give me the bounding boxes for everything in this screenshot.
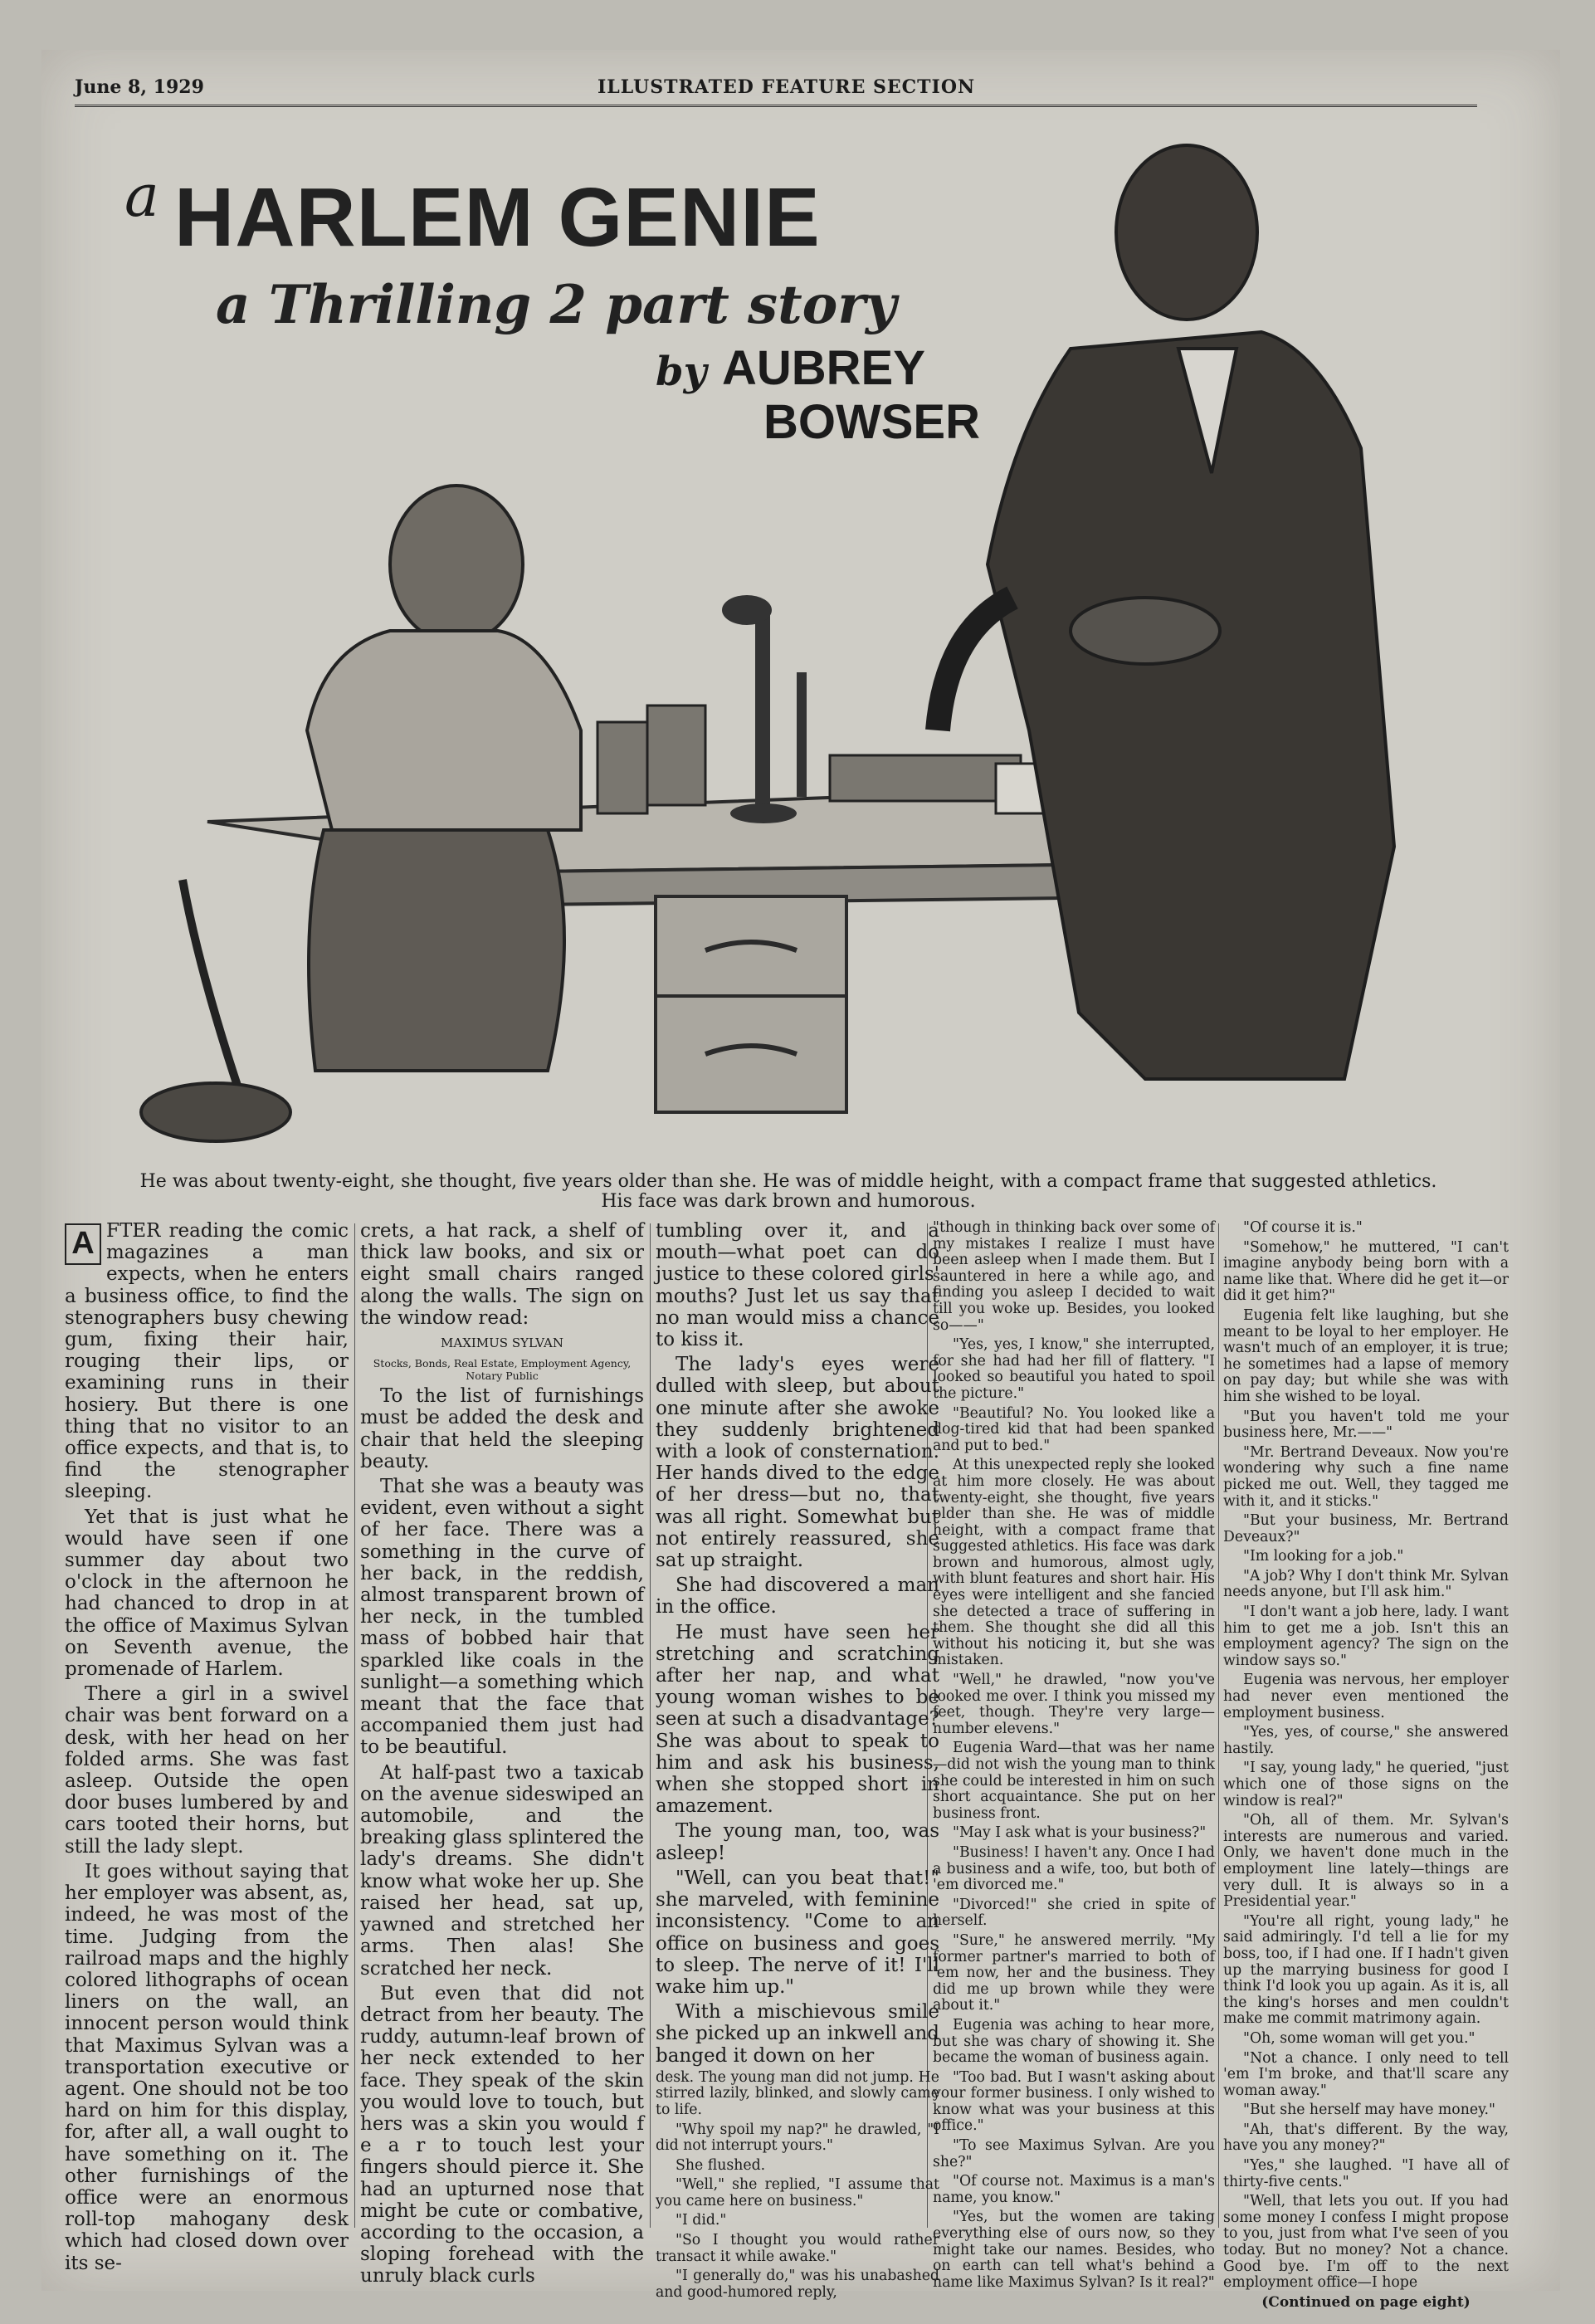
caption-line-1: He was about twenty-eight, she thought, five years older than she. He was of middle height, with a compact frame that suggested athletics. bbox=[139, 1171, 1437, 1192]
column-1 bbox=[65, 1220, 349, 2274]
paragraph: "But she herself may have money." bbox=[1243, 2102, 1495, 2119]
illustration-caption bbox=[75, 1172, 1502, 1212]
paragraph: "Yes, but the women are taking everything else of ours now, so they might take our names. Besides, who on earth can tell what's behind a name like Maximus Sylvan? Is it real?" bbox=[933, 2209, 1215, 2291]
paragraph: She had discovered a man in the office. bbox=[656, 1575, 939, 1618]
paragraph: "Sure," he answered merrily. "My former partner's married to both of 'em now, her and the business. They did me up brown while they were about it." bbox=[933, 1931, 1215, 2014]
paragraph: To the list of furnishings must be added the desk and chair that held the sleeping beauty. bbox=[360, 1385, 644, 1472]
paragraph: "Well, that lets you out. If you had some money I confess I might propose to you, just from what I've seen of you today. But no money? Not a chance. Good bye. I'm off to the next employment office—I hope bbox=[1223, 2193, 1509, 2292]
article-body bbox=[65, 1219, 1509, 2311]
standing-man-drawing bbox=[938, 145, 1394, 1079]
paragraph: "Not a chance. I only need to tell 'em I'm broke, and that'll scare any woman away." bbox=[1223, 2049, 1509, 2099]
paragraph: "May I ask what is your business?" bbox=[953, 1824, 1207, 1842]
story-subtitle: a Thrilling 2 part story bbox=[216, 274, 897, 336]
paragraph: "Divorced!" she cried in spite of herself. bbox=[933, 1896, 1215, 1930]
paragraph: "Well," she replied, "I assume that you came here on business." bbox=[656, 2176, 939, 2209]
paragraph: "You're all right, young lady," he said admiringly. I'd tell a lie for my boss, too, if I had one. If I hadn't given up the marrying business for good I think I'd look you up again. As it is, all the king's horses and men couldn't make me commit matrimony again. bbox=[1223, 1912, 1509, 2028]
paragraph: "Somehow," he muttered, "I can't imagine anybody being born with a name like that. Where did he get it—or did it get him?" bbox=[1223, 1238, 1509, 1305]
title-article-word: a bbox=[124, 162, 159, 230]
paragraph: With a mischievous smile she picked up an inkwell and banged it down on her bbox=[656, 2001, 939, 2067]
paragraph: "Of course it is." bbox=[1243, 1219, 1363, 1236]
column-rule bbox=[650, 1223, 651, 2228]
author-first-name: AUBREY bbox=[722, 341, 925, 395]
paragraph: He must have seen her stretching and scratching after her nap, and what young woman wishes to be seen at such a disadvantage? She was about to speak to him and ask his business, when she stopped short in amazement. bbox=[656, 1621, 939, 1818]
story-title: HARLEM GENIE bbox=[174, 171, 821, 264]
paragraph: "though in thinking back over some of my mistakes I realize I must have been asleep when I made them. But I sauntered in here a while ago, and finding you asleep I decided to wait till you woke up. Besides, you looked so——" bbox=[933, 1219, 1215, 1334]
author-last-name: BOWSER bbox=[763, 395, 980, 449]
paragraph: But even that did not detract from her beauty. The ruddy, autumn-leaf brown of her neck extended to her face. They speak of the skin you would love to touch, but hers was a skin you would f e a r to touch lest your fingers should pierce it. She had an upturned nose that might be cute or combative, according to the occasion, a sloping forehead with the unruly black curls bbox=[360, 1982, 644, 2287]
paragraph: "A job? Why I don't think Mr. Sylvan needs anyone, but I'll ask him." bbox=[1223, 1567, 1509, 1601]
paragraph: "Business! I haven't any. Once I had a business and a wife, too, but both of 'em divorced me." bbox=[933, 1843, 1215, 1894]
paragraph: Eugenia Ward—that was her name—did not wish the young man to think she could be interested in him on such short acquaintance. She put on her business front. bbox=[933, 1740, 1215, 1822]
paragraph: "Yes, yes, I know," she interrupted, for she had had her fill of flattery. "I looked so beautiful you hated to spoil the picture." bbox=[933, 1336, 1215, 1402]
paragraph: Eugenia felt like laughing, but she meant to be loyal to her employer. He wasn't much of an employer, it is true; he sometimes had a lapse of memory on pay day; but while she was with him she wished to be loyal. bbox=[1223, 1306, 1509, 1405]
paragraph: "I generally do," was his unabashed and good-humored reply, bbox=[656, 2268, 939, 2301]
paragraph: crets, a hat rack, a shelf of thick law books, and six or eight small chairs ranged along the walls. The sign on the window read: bbox=[360, 1220, 644, 1329]
section-title: ILLUSTRATED FEATURE SECTION bbox=[598, 76, 976, 98]
paragraph: There a girl in a swivel chair was bent forward on a desk, with her head on her folded arms. She was fast asleep. Outside the open door buses lumbered by and cars tooted their horns, but still the lady slept. bbox=[65, 1683, 349, 1858]
paragraph: "I say, young lady," he queried, "just which one of those signs on the window is real?" bbox=[1223, 1760, 1509, 1809]
paragraph: "Oh, some woman will get you." bbox=[1243, 2029, 1475, 2047]
caption-line-2: His face was dark brown and humorous. bbox=[601, 1191, 976, 1212]
byline-by: by bbox=[656, 349, 707, 395]
paragraph: "I did." bbox=[676, 2212, 727, 2229]
paragraph: "Mr. Bertrand Deveaux. Now you're wondering why such a fine name picked me out. Well, they tagged me with it, and it sticks." bbox=[1223, 1443, 1509, 1510]
paragraph: "So I thought you would rather transact it while awake." bbox=[656, 2232, 939, 2265]
paragraph: At this unexpected reply she looked at him more closely. He was about twenty-eight, she thought, five years older than she. He was of middle height, with a compact frame that suggested athletics. His face was dark brown and humorous, almost ugly, with blunt features and short hair. His eyes were intelligent and she fancied she detected a trace of suffering in them. She thought she did all this without his noticing it, but she was mistaken. bbox=[933, 1457, 1215, 1669]
paragraph: She flushed. bbox=[676, 2156, 766, 2174]
paragraph: "Too bad. But I wasn't asking about your former business. I only wished to know what was your business at this office." bbox=[933, 2068, 1215, 2135]
paragraph: "To see Maximus Sylvan. Are you she?" bbox=[933, 2137, 1215, 2170]
column-2 bbox=[360, 1220, 644, 2287]
paragraph: At half-past two a taxicab on the avenue sideswiped an automobile, and the breaking glass splintered the lady's dreams. She didn't know what woke her up. She raised her head, sat up, yawned and stretched her arms. Then alas! She scratched her neck. bbox=[360, 1761, 644, 1980]
paragraph: Eugenia was nervous, her employer had never even mentioned the employment business. bbox=[1223, 1672, 1509, 1721]
paragraph: "Im looking for a job." bbox=[1243, 1548, 1404, 1565]
paragraph: That she was a beauty was evident, even without a sight of her face. There was a something in the curve of her back, in the reddish, almost transparent brown of her neck, in the tumbled mass of bobbed hair that sparkled like coals in the sunlight—a something which meant that the face that accompanied them just had to be beautiful. bbox=[360, 1476, 644, 1759]
paragraph: "Oh, all of them. Mr. Sylvan's interests are numerous and varied. Only, we haven't done much in the employment line lately—things are very dull. It is always so in a Presidential year." bbox=[1223, 1812, 1509, 1911]
paragraph: "Of course not. Maximus is a man's name, you know." bbox=[933, 2173, 1215, 2206]
column-3 bbox=[656, 1220, 939, 2301]
paragraph: "I don't want a job here, lady. I want him to get me a job. Isn't this an employment agency? The sign on the window says so." bbox=[1223, 1604, 1509, 1669]
paragraph: "Well," he drawled, "now you've looked me over. I think you missed my feet, though. They're very large—number elevens." bbox=[933, 1672, 1215, 1737]
paragraph: "Yes," she laughed. "I have all of thirty-five cents." bbox=[1223, 2157, 1509, 2190]
column-rule bbox=[354, 1223, 355, 2228]
paragraph: "Yes, yes, of course," she answered hastily. bbox=[1223, 1724, 1509, 1757]
seated-woman-drawing bbox=[141, 486, 581, 1141]
paragraph: "Why spoil my nap?" he drawled, "I did not interrupt yours." bbox=[656, 2121, 939, 2155]
column-5 bbox=[1223, 1219, 1509, 2311]
window-sign: MAXIMUS SYLVAN bbox=[441, 1335, 563, 1351]
continued-notice: (Continued on page eight) bbox=[1261, 2293, 1471, 2311]
telephone-drawing bbox=[722, 595, 807, 823]
column-4 bbox=[933, 1219, 1215, 2291]
paragraph: "But your business, Mr. Bertrand Deveaux?" bbox=[1223, 1512, 1509, 1545]
paragraph: "Beautiful? No. You looked like a dog-tired kid that had been spanked and put to bed." bbox=[933, 1404, 1215, 1454]
paragraph: "But you haven't told me your business here, Mr.——" bbox=[1223, 1408, 1509, 1442]
paragraph: "Ah, that's different. By the way, have you any money?" bbox=[1223, 2121, 1509, 2155]
paragraph: The lady's eyes were dulled with sleep, but about one minute after she awoke they suddenly brightened with a look of consternation. Her hands dived to the edge of her dress—but no, that was all right. Somewhat but not entirely reassured, she sat up straight. bbox=[656, 1354, 939, 1572]
drop-cap: A bbox=[65, 1223, 101, 1265]
desk-items bbox=[598, 706, 1095, 813]
column-rule bbox=[1218, 1223, 1219, 2228]
paragraph: Eugenia was aching to hear more, but she was chary of showing it. She became the woman of business again. bbox=[933, 2016, 1215, 2067]
issue-date: June 8, 1929 bbox=[75, 76, 204, 98]
paragraph: "Well, can you beat that!" she marveled, with feminine inconsistency. "Come to an office on business and goes to sleep. The nerve of it! I'll wake him up." bbox=[656, 1867, 939, 1998]
paragraph: tumbling over it, and a mouth—what poet can do justice to these colored girls' mouths? Just let us say that no man would miss a chance to kiss it. bbox=[656, 1220, 939, 1351]
paragraph: The young man, too, was asleep! bbox=[656, 1820, 939, 1864]
paragraph: Yet that is just what he would have seen if one summer day about two o'clock in the afternoon he had chanced to drop in at the office of Maximus Sylvan on Seventh avenue, the promenade of Harlem. bbox=[65, 1506, 349, 1681]
paragraph: FTER reading the comic magazines a man expects, when he enters a business office, to find the stenographers busy chewing gum, fixing their hair, rouging their lips, or examining runs in their hosiery. But there is one thing that no visitor to an office expects, and that is, to find the stenographer sleeping. bbox=[65, 1220, 349, 1503]
window-sign-services: Stocks, Bonds, Real Estate, Employment Agency, Notary Public bbox=[373, 1357, 632, 1383]
paragraph: It goes without saying that her employer was absent, as, indeed, he was most of the time. Judging from the railroad maps and the highly colored lithographs of ocean liners on the wall, an innocent person would think that Maximus Sylvan was a transportation executive or agent. One should not be too hard on him for this display, for, after all, a wall ought to have something on it. The other furnishings of the office were an enormous roll-top mahogany desk which had closed down over its se- bbox=[65, 1860, 349, 2274]
paragraph: desk. The young man did not jump. He stirred lazily, blinked, and slowly came to life. bbox=[656, 2068, 939, 2118]
